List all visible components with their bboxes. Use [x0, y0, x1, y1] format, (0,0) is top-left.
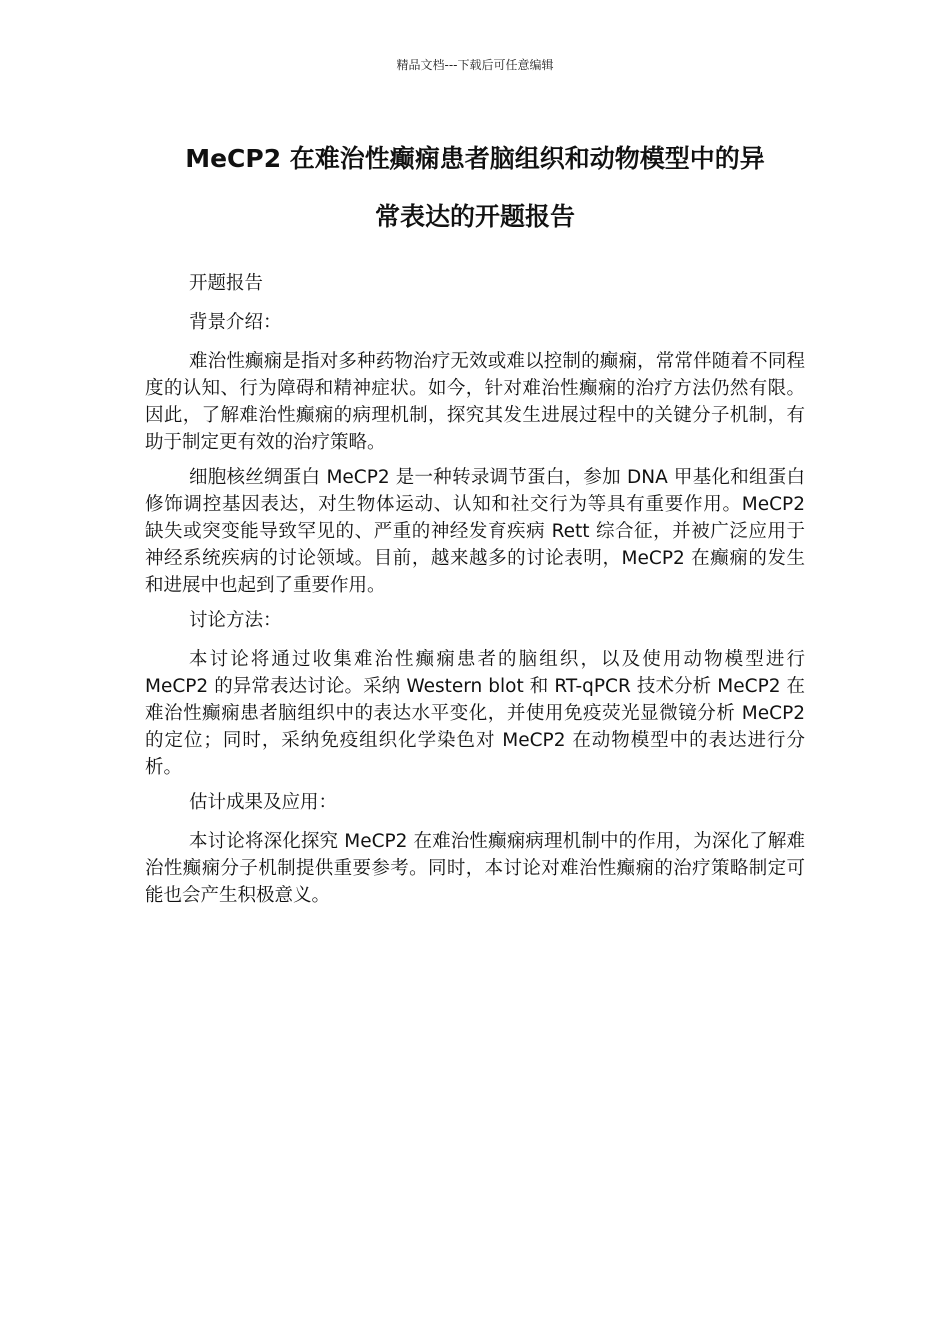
- background-heading: 背景介绍：: [189, 312, 282, 333]
- results-heading: 估计成果及应用：: [189, 792, 338, 813]
- document-title: [145, 130, 805, 246]
- method-paragraph: 本讨论将通过收集难治性癫痫患者的脑组织，以及使用动物模型进行 MeCP2 的异常表达讨论。采纳 Western blot 和 RT-qPCR 技术分析 MeCP2 在难治性癫痫患者脑组织中的表达水平变化，并使用免疫荧光显微镜分析 MeCP2 的定位；同时，采纳免疫组织化学染色对 MeCP2 在动物模型中的表达进行分析。: [145, 649, 805, 778]
- results-paragraph: 本讨论将深化探究 MeCP2 在难治性癫痫病理机制中的作用，为深化了解难治性癫痫分子机制提供重要参考。同时，本讨论对难治性癫痫的治疗策略制定可能也会产生积极意义。: [145, 831, 805, 906]
- page-header: 精品文档---下载后可任意编辑: [396, 58, 554, 72]
- background-paragraph-1: 难治性癫痫是指对多种药物治疗无效或难以控制的癫痫，常常伴随着不同程度的认知、行为障碍和精神症状。如今，针对难治性癫痫的治疗方法仍然有限。因此，了解难治性癫痫的病理机制，探究其发生进展过程中的关键分子机制，有助于制定更有效的治疗策略。: [145, 351, 805, 453]
- title-line-2: 常表达的开题报告: [374, 202, 575, 231]
- report-label: 开题报告: [189, 273, 264, 294]
- method-heading: 讨论方法：: [189, 610, 282, 631]
- document-body: [145, 270, 805, 917]
- background-paragraph-2: 细胞核丝绸蛋白 MeCP2 是一种转录调节蛋白，参加 DNA 甲基化和组蛋白修饰调控基因表达，对生物体运动、认知和社交行为等具有重要作用。MeCP2 缺失或突变能导致罕见的、严重的神经发育疾病 Rett 综合征，并被广泛应用于神经系统疾病的讨论领域。目前，越来越多的讨论表明，MeCP2 在癫痫的发生和进展中也起到了重要作用。: [145, 467, 805, 596]
- title-line-1: MeCP2 在难治性癫痫患者脑组织和动物模型中的异: [185, 144, 765, 173]
